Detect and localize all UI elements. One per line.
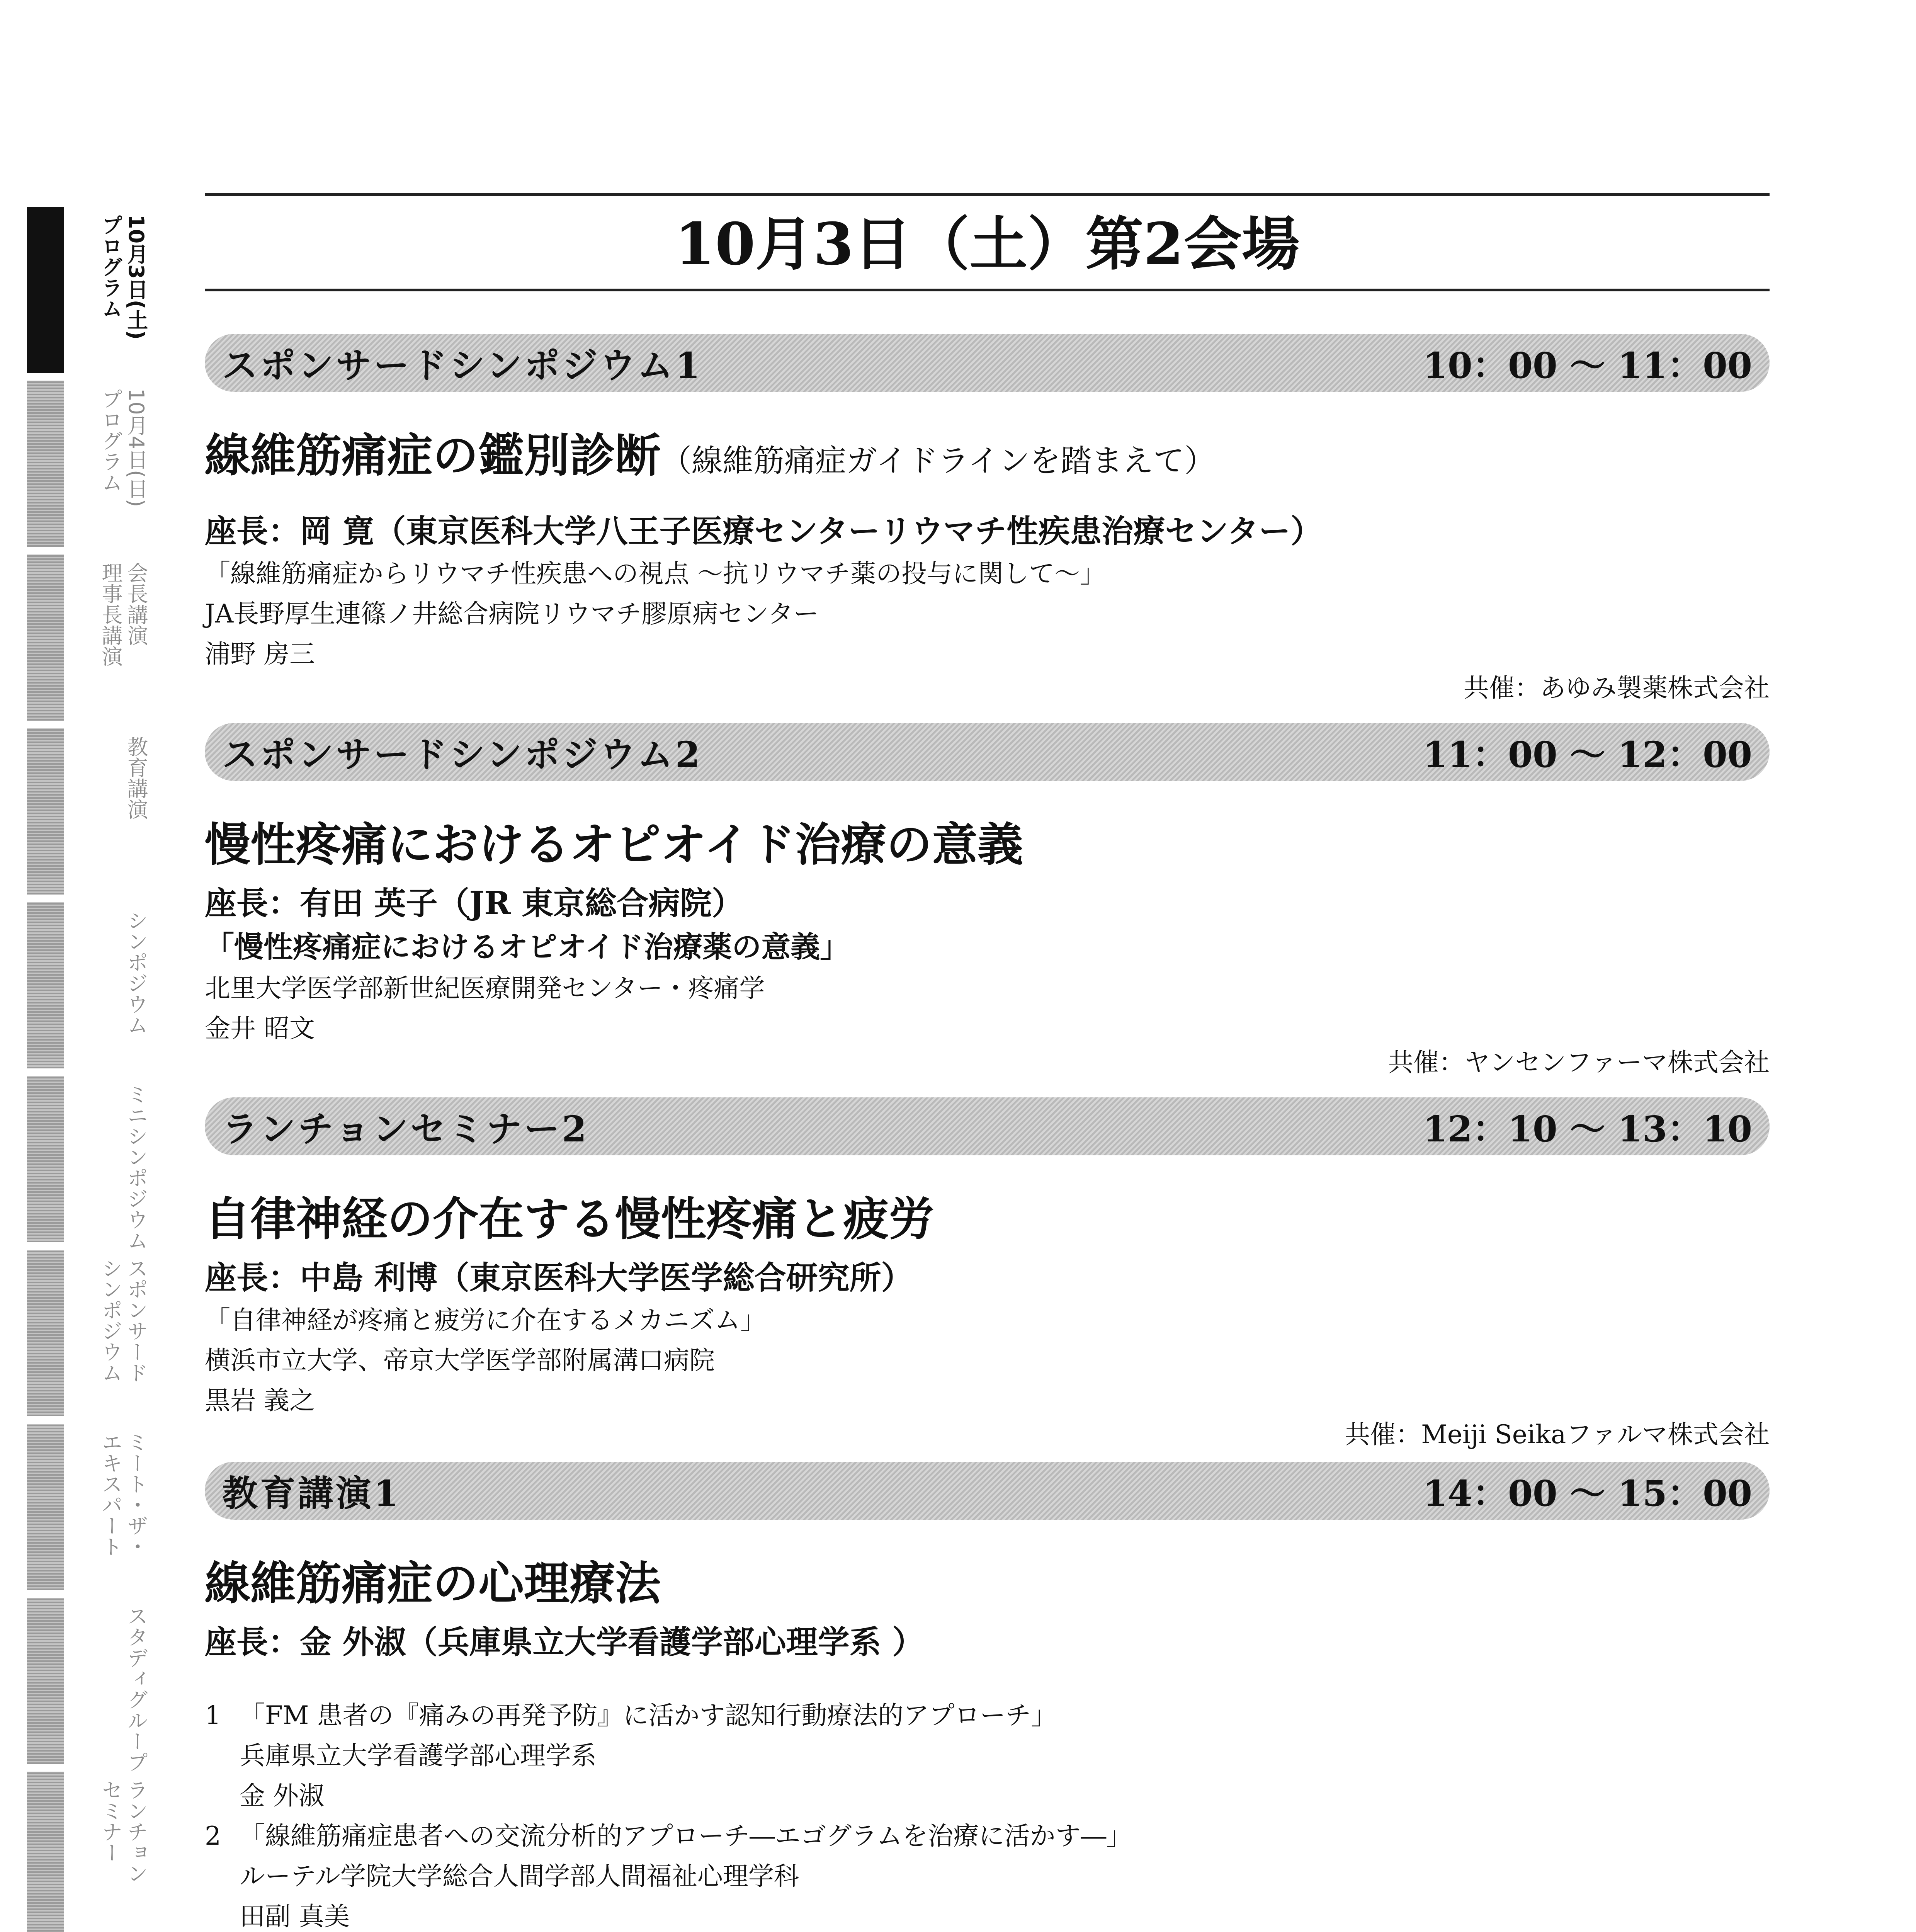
speaker-affiliation: 兵庫県立大学看護学部心理学系	[240, 1741, 597, 1770]
chairperson	[205, 509, 1770, 554]
side-tab-oct4-program[interactable]	[27, 381, 155, 547]
side-tab-marker	[27, 902, 64, 1068]
side-tab-oct3-program[interactable]	[27, 207, 155, 373]
side-tab-educational-lecture[interactable]	[27, 728, 155, 895]
section-time: 12：10 〜 13：10	[1423, 1108, 1752, 1150]
side-tab-label: 10月3日(土) プログラム	[99, 214, 148, 340]
side-tab-study-group[interactable]	[27, 1598, 155, 1772]
side-tab-marker	[27, 1250, 64, 1416]
speaker-affiliation: JA長野厚生連篠ノ井総合病院リウマチ膠原病センター	[205, 599, 819, 629]
speaker-name: 金 外淑	[240, 1781, 324, 1811]
sponsor-note: 共催：あゆみ製薬株式会社	[1464, 673, 1770, 703]
side-index-tabs	[27, 207, 155, 1932]
side-tab-mini-symposium[interactable]	[27, 1076, 155, 1251]
speaker-affiliation: 横浜市立大学、帝京大学医学部附属溝口病院	[205, 1345, 715, 1375]
section-name: ランチョンセミナー2	[222, 1108, 589, 1150]
section-title	[205, 427, 1770, 490]
lecture-topic	[205, 1696, 1770, 1736]
speaker-affiliation: ルーテル学院大学総合人間学部人間福祉心理学科	[240, 1861, 799, 1891]
side-tab-marker	[27, 554, 64, 721]
section-title	[205, 816, 1770, 874]
chair-affiliation: （JR 東京総合病院）	[437, 885, 744, 922]
lecture-topic: 「自律神経が疼痛と疲労に介在するメカニズム」	[205, 1305, 766, 1335]
section-time: 11：00 〜 12：00	[1423, 734, 1752, 776]
lecture-topic	[205, 1816, 1770, 1856]
top-rule	[205, 193, 1770, 196]
side-tab-luncheon-seminar[interactable]	[27, 1772, 155, 1932]
section-title-text: 自律神経の介在する慢性疼痛と疲労	[205, 1192, 935, 1246]
sponsor-note: 共催：Meiji Seikaファルマ株式会社	[1345, 1420, 1770, 1449]
chair-name: 座長：金 外淑	[205, 1624, 406, 1661]
side-tab-marker	[27, 1076, 64, 1242]
side-tab-sponsored-symposium[interactable]	[27, 1250, 155, 1416]
section-header	[205, 334, 1770, 392]
section-subtitle: （線維筋痛症ガイドラインを踏まえて）	[661, 443, 1216, 479]
section-title	[205, 1190, 1770, 1248]
chair-name: 座長：岡 寛	[205, 513, 374, 550]
side-tab-label: スタディグループ	[124, 1605, 148, 1772]
side-tab-presidential-lecture[interactable]	[27, 554, 155, 721]
section-title-text: 線維筋痛症の鑑別診断	[205, 429, 661, 482]
speaker-affiliation: 北里大学医学部新世紀医療開発センター・疼痛学	[205, 973, 765, 1003]
program-main	[205, 193, 1770, 1932]
section-title-text: 線維筋痛症の心理療法	[205, 1556, 661, 1610]
section-title-text: 慢性疼痛におけるオピオイド治療の意義	[205, 818, 1023, 871]
lecture-list	[205, 1696, 1770, 1932]
chair-name: 座長：有田 英子	[205, 885, 438, 922]
chairperson	[205, 1256, 1770, 1300]
title-rule	[205, 289, 1770, 291]
speaker-name: 田副 真美	[240, 1901, 350, 1931]
side-tab-marker	[27, 1424, 64, 1590]
sponsor-note: 共催：ヤンセンファーマ株式会社	[1387, 1048, 1770, 1077]
chairperson	[205, 1620, 1770, 1665]
chair-affiliation: （兵庫県立大学看護学部心理学系 ）	[406, 1624, 924, 1661]
section-name: スポンサードシンポジウム1	[222, 345, 702, 386]
section-header	[205, 723, 1770, 781]
chairperson	[205, 881, 1770, 926]
section-time: 10：00 〜 11：00	[1423, 345, 1752, 386]
side-tab-marker	[27, 381, 64, 547]
side-tab-label: 10月4日(日) プログラム	[99, 388, 148, 507]
side-tab-label: 教育講演	[124, 736, 148, 820]
speaker-name: 黒岩 義之	[205, 1386, 315, 1415]
side-tab-marker	[27, 1598, 64, 1764]
section-title	[205, 1554, 1770, 1612]
section-header	[205, 1097, 1770, 1155]
chair-name: 座長：中島 利博	[205, 1259, 438, 1296]
side-tab-marker	[27, 1772, 64, 1932]
side-tab-label: ミート・ザ・ エキスパート	[99, 1432, 148, 1557]
session-luncheon-seminar-2	[205, 1097, 1770, 1454]
session-educational-lecture-1	[205, 1462, 1770, 1932]
section-name: 教育講演1	[222, 1473, 401, 1514]
lecture-topic-text: 「FM 患者の『痛みの再発予防』に活かす認知行動療法的アプローチ」	[240, 1701, 1057, 1730]
side-tab-label: スポンサード シンポジウム	[99, 1258, 148, 1383]
speaker-name: 金井 昭文	[205, 1014, 315, 1043]
side-tab-symposium[interactable]	[27, 902, 155, 1068]
section-time: 14：00 〜 15：00	[1423, 1473, 1752, 1514]
lecture-topic: 「線維筋痛症からリウマチ性疾患への視点 〜抗リウマチ薬の投与に関して〜」	[205, 559, 1105, 588]
side-tab-label: 会長講演 理事長講演	[99, 562, 148, 667]
side-tab-marker	[27, 728, 64, 895]
chair-affiliation: （東京医科大学医学総合研究所）	[437, 1259, 913, 1296]
lecture-topic-text: 「線維筋痛症患者への交流分析的アプローチ―エゴグラムを治療に活かす―」	[240, 1821, 1132, 1851]
speaker-name: 浦野 房三	[205, 639, 315, 669]
side-tab-label: ミニシンポジウム	[124, 1084, 148, 1251]
side-tab-label: シンポジウム	[124, 910, 148, 1035]
side-tab-marker	[27, 207, 64, 373]
chair-affiliation: （東京医科大学八王子医療センターリウマチ性疾患治療センター）	[374, 513, 1323, 550]
side-tab-meet-the-expert[interactable]	[27, 1424, 155, 1590]
lecture-item	[205, 1696, 1770, 1816]
section-header	[205, 1462, 1770, 1520]
session-sponsored-symposium-1	[205, 334, 1770, 707]
side-tab-label: ランチョン セミナー	[99, 1779, 148, 1884]
lecture-number: 1	[205, 1701, 221, 1730]
lecture-number: 2	[205, 1821, 221, 1851]
section-name: スポンサードシンポジウム2	[222, 734, 702, 776]
page-title: 10月3日（土）第2会場	[675, 210, 1300, 278]
lecture-item	[205, 1816, 1770, 1932]
session-sponsored-symposium-2	[205, 723, 1770, 1082]
lecture-topic: 「慢性疼痛症におけるオピオイド治療薬の意義」	[205, 930, 850, 964]
